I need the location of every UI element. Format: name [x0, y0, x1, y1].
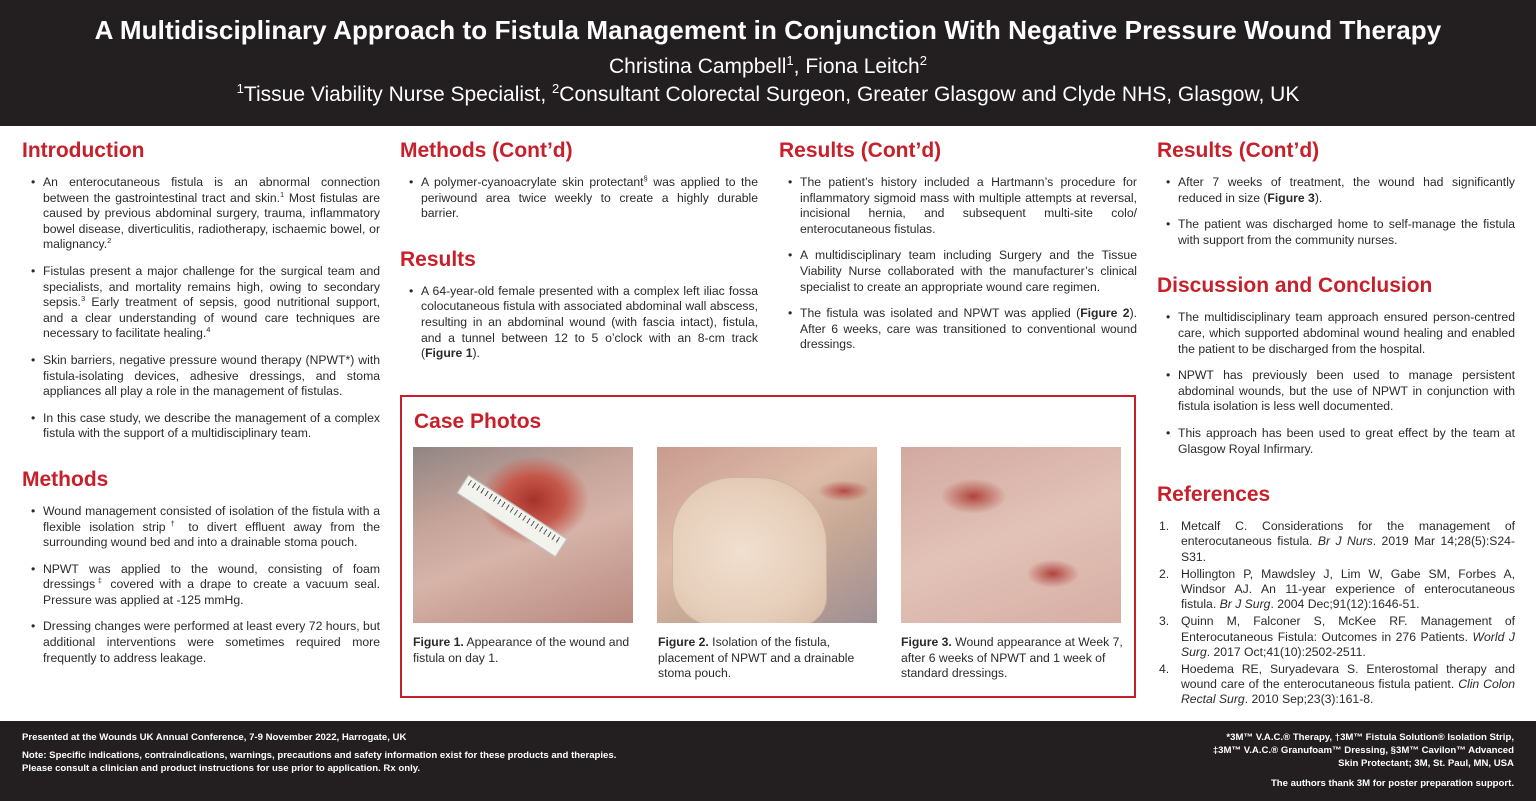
- section-title: Results: [400, 247, 476, 271]
- list-item: • Dressing changes were performed at least every 72 hours, but additional interventions were sometimes required more frequently to address leakage.: [22, 619, 380, 666]
- figure-caption: Figure 1. Appearance of the wound and fistula on day 1.: [413, 635, 630, 665]
- wound-photo-npwt: [657, 447, 877, 623]
- reference-item: 2. Hollington P, Mawdsley J, Lim W, Gabe SM, Forbes A, Windsor AJ. An 11-year experience of enterocutaneous fistula. Br J Surg. 2004 Dec;91(12):1646-51.: [1159, 566, 1515, 612]
- list-item: • An enterocutaneous fistula is an abnormal connection between the gastrointestinal tract and skin.$^1$ Most fistulas are caused by previous abdominal surgery, trauma, inflammatory bowel disease, diverticulitis, radiotherapy, ischaemic bowel, or malignancy.$^2$: [22, 175, 380, 253]
- list-item: • A polymer-cyanoacrylate skin protectant§ was applied to the periwound area twice weekly to create a highly durable barrier.: [400, 175, 758, 222]
- trademark-text: *3M™ V.A.C.® Therapy, †3M™ Fistula Solution® Isolation Strip,: [1226, 732, 1514, 743]
- stoma-pouch-image: [672, 477, 827, 623]
- section-title: Results (Cont’d): [1157, 139, 1320, 162]
- list-item: • A 64-year-old female presented with a complex left iliac fossa colocutaneous fistula with associated abdominal wall abscess, resulting in an abdominal wound (with fascia intact), fistula, and a tunnel between 12 to 5 o’clock with an 8-cm track (Figure 1).: [400, 284, 758, 362]
- figure-caption: Figure 2. Isolation of the fistula, placement of NPWT and a drainable stoma pouch.: [658, 635, 855, 681]
- ruler-image: [457, 475, 568, 558]
- affil-marker: 1: [236, 81, 244, 96]
- results-contd-list: [779, 175, 1137, 353]
- methods-contd-list: [400, 175, 758, 222]
- intro-list: [22, 175, 380, 442]
- author-affil-marker: 1: [786, 53, 794, 68]
- list-item: • The patient was discharged home to self-manage the fistula with support from the community nurses.: [1157, 217, 1515, 248]
- list-item: • In this case study, we describe the management of a complex fistula with the support of a multidisciplinary team.: [22, 411, 380, 442]
- list-item: • The fistula was isolated and NPWT was applied (Figure 2). After 6 weeks, care was transitioned to conventional wound dressings.: [779, 306, 1137, 353]
- section-title: Methods (Cont’d): [400, 139, 573, 162]
- list-item: • This approach has been used to great effect by the team at Glasgow Royal Infirmary.: [1157, 426, 1515, 457]
- section-title: Introduction: [22, 139, 145, 162]
- figure-caption: Figure 3. Wound appearance at Week 7, after 6 weeks of NPWT and 1 week of standard dressings.: [901, 635, 1123, 681]
- trademark-text: Skin Protectant; 3M, St. Paul, MN, USA: [1338, 758, 1514, 769]
- case-photos-panel: [400, 395, 1136, 698]
- author-affil-marker: 2: [919, 53, 927, 68]
- references-list: [1157, 519, 1515, 707]
- author-name: Christina Campbell: [609, 55, 787, 78]
- section-title: Methods: [22, 467, 109, 491]
- column-1: [22, 138, 380, 677]
- affil-text: Tissue Viability Nurse Specialist,: [243, 83, 553, 106]
- list-item: • A multidisciplinary team including Surgery and the Tissue Viability Nurse collaborated with the manufacturer’s clinical specialist to create an appropriate wound care regimen.: [779, 248, 1137, 295]
- list-item: • NPWT was applied to the wound, consisting of foam dressings‡ covered with a drape to create a vacuum seal. Pressure was applied at -125 mmHg.: [22, 562, 380, 609]
- footer-left: [22, 731, 616, 775]
- wound-photo-day1: [413, 447, 633, 623]
- list-item: • NPWT has previously been used to manage persistent abdominal wounds, but the use of NPWT in conjunction with fistula isolation is less well documented.: [1157, 368, 1515, 415]
- author-separator: ,: [793, 55, 806, 78]
- list-item: • After 7 weeks of treatment, the wound had significantly reduced in size (Figure 3).: [1157, 175, 1515, 206]
- affil-marker: 2: [552, 81, 560, 96]
- footer-right: [1213, 731, 1514, 790]
- footer-note: Please consult a clinician and product instructions for use prior to application. Rx only.: [22, 763, 421, 774]
- section-title: Results (Cont’d): [779, 139, 942, 162]
- reference-item: 3. Quinn M, Falconer S, McKee RF. Management of Enterocutaneous Fistula: Outcomes in 276 Patients. World J Surg. 2017 Oct;41(10):2502-2511.: [1159, 614, 1515, 659]
- list-item: • The patient’s history included a Hartmann’s procedure for inflammatory sigmoid mass with multiple attempts at reversal, incisional hernia, and subsequent multi-site colo/ enterocutaneous fistulas.: [779, 175, 1137, 237]
- reference-item: 4. Hoedema RE, Suryadevara S. Enterostomal therapy and wound care of the enterocutaneous fistula patient. Clin Colon Rectal Surg. 2010 Sep;23(3):161-8.: [1159, 661, 1516, 707]
- section-title: References: [1157, 483, 1271, 507]
- results-list: [400, 284, 758, 362]
- presented-at-text: Presented at the Wounds UK Annual Conference, 7-9 November 2022, Harrogate, UK: [22, 732, 407, 743]
- section-title: Case Photos: [414, 410, 542, 433]
- list-item: • Fistulas present a major challenge for the surgical team and specialists, and mortality remains high, owing to secondary sepsis.$^3$ Early treatment of sepsis, good nutritional support, and a clear understanding of wound care techniques are necessary to facilitate healing.$^4$: [22, 264, 380, 342]
- poster-footer: [0, 721, 1536, 801]
- list-item: • Wound management consisted of isolation of the fistula with a flexible isolation strip† to divert effluent away from the surrounding wound bed and into a drainable stoma pouch.: [22, 504, 380, 551]
- poster-affiliations: [0, 83, 1536, 107]
- footer-note: Note: Specific indications, contraindications, warnings, precautions and safety information exist for these products and therapies.: [22, 750, 617, 761]
- poster-header: [0, 0, 1536, 126]
- poster-authors: [0, 55, 1536, 79]
- list-item: • The multidisciplinary team approach ensured person-centred care, which supported abdominal wound healing and enabled the patient to be discharged from the hospital.: [1157, 310, 1515, 357]
- column-4: [1157, 138, 1515, 710]
- section-title: Discussion and Conclusion: [1157, 274, 1433, 298]
- methods-list: [22, 504, 380, 666]
- discussion-list: [1157, 310, 1515, 457]
- list-item: • Skin barriers, negative pressure wound therapy (NPWT*) with fistula-isolating devices, adhesive dressings, and stoma appliances all play a role in the management of fistulas.: [22, 353, 380, 400]
- acknowledgement-text: The authors thank 3M for poster preparation support.: [1270, 778, 1514, 789]
- reference-item: 1. Metcalf C. Considerations for the management of enterocutaneous fistula. Br J Nurs. 2019 Mar 14;28(5):S24-S31.: [1159, 519, 1516, 564]
- results-contd2-list: [1157, 175, 1515, 248]
- wound-photo-week7: [901, 447, 1121, 623]
- trademark-text: ‡3M™ V.A.C.® Granufoam™ Dressing, §3M™ Cavilon™ Advanced: [1212, 745, 1514, 756]
- poster-title: A Multidisciplinary Approach to Fistula Management in Conjunction With Negative Pressure Wound Therapy: [94, 15, 1442, 45]
- affil-text: Consultant Colorectal Surgeon, Greater Glasgow and Clyde NHS, Glasgow, UK: [559, 83, 1300, 106]
- column-2: [400, 138, 758, 373]
- column-3: [779, 138, 1137, 364]
- author-name: Fiona Leitch: [805, 55, 920, 78]
